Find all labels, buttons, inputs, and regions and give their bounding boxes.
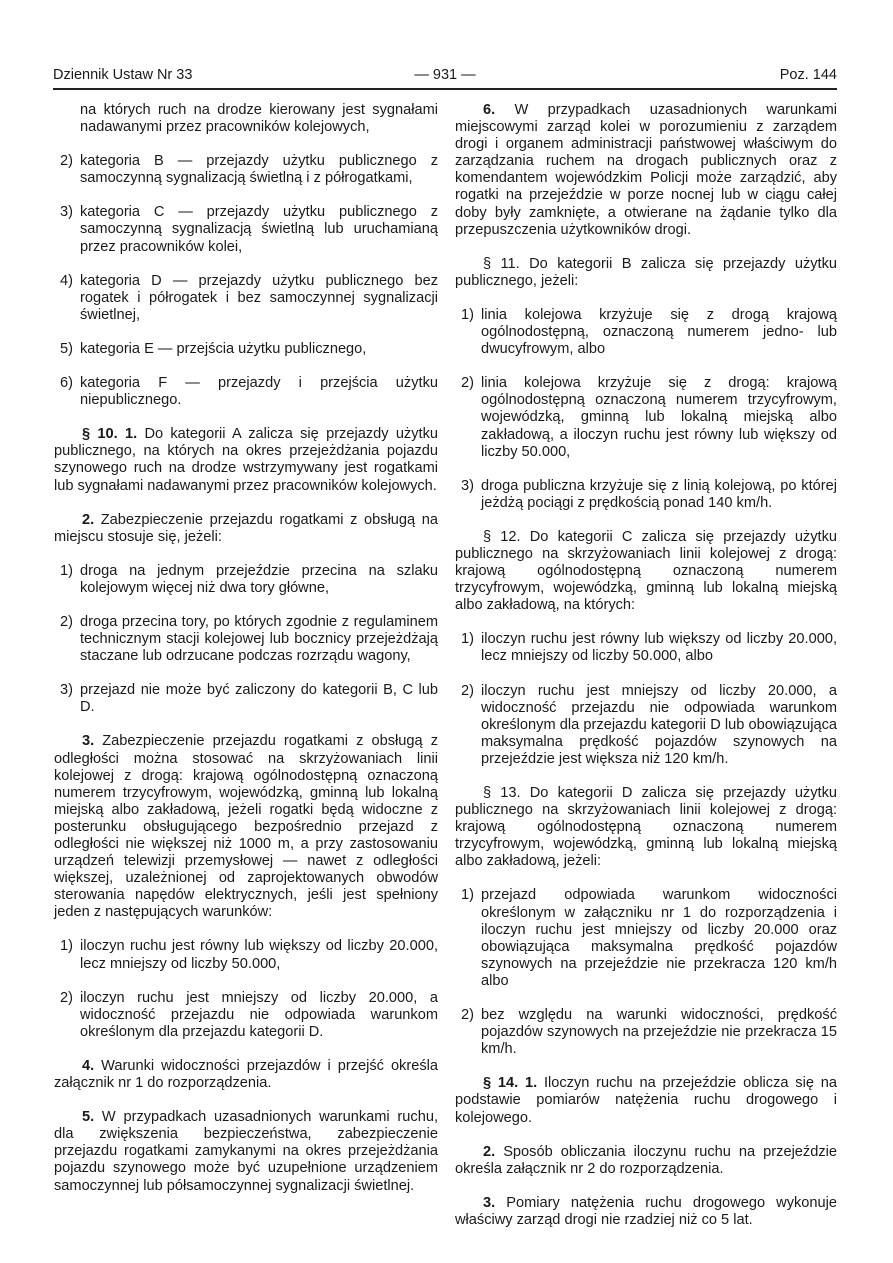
- list-item: [54, 614, 438, 665]
- item-number: 6): [60, 375, 73, 392]
- section-text: Do kategorii A zalicza się przejazdy użytku publicznego, na których na okres przejeżdżania pojazdu szynowego ruch na drodze wstrzymywany jest rogatkami lub sygnałami nadawanymi przez pracowników kolejowych.: [54, 426, 438, 494]
- item-text: kategoria E — przejścia użytku publicznego,: [80, 340, 367, 357]
- left-column: [54, 102, 438, 1212]
- item-number: 2): [60, 989, 73, 1006]
- item-text: droga na jednym przejeździe przecina na szlaku kolejowym więcej niż dwa tory główne,: [80, 562, 438, 596]
- section-text: Zabezpieczenie przejazdu rogatkami z obsługą z odległości można stosować na skrzyżowaniach linii kolejowej z drogą: krajową ogólnodostępną oznaczoną numerem trzycyfrowym, wojewódzką, gminną lub lokalną miejską albo zakładową, jeżeli rogatki będą widoczne z posterunku obsługującego bezpośrednio przejazd z odległości nie większej niż 1000 m, a przy zastosowaniu urządzeń telewizji przemysłowej — nawet z odległości większej, uzależnionej od zaprojektowanych obwodów sterowania napędów elektrycznych, jeśli jest spełniony jeden z następujących warunków:: [54, 733, 438, 921]
- item-number: 2): [461, 682, 474, 699]
- section-label: § 10. 1.: [82, 426, 138, 443]
- list-item: [54, 153, 438, 187]
- section-label: 6.: [483, 102, 496, 118]
- section-label: 4.: [82, 1057, 95, 1074]
- item-text: iloczyn ruchu jest mniejszy od liczby 20.000, a widoczność przejazdu nie odpowiada warunkom określonym dla przejazdu kategorii D.: [80, 989, 438, 1040]
- section-label: § 11.: [483, 255, 520, 272]
- section-label: 5.: [82, 1109, 95, 1126]
- right-column: [455, 102, 837, 1246]
- section-text: Do kategorii D zalicza się przejazdy użytku publicznego na skrzyżowaniach linii kolejowej z drogą: krajową ogólnodostępną oznaczoną numerem trzycyfrowym, wojewódzką, gminną lub lokalną miejską albo zakładową, jeżeli:: [455, 785, 837, 870]
- section-text: Do kategorii B zalicza się przejazdy użytku publicznego, jeżeli:: [455, 255, 838, 289]
- section-14-2: [455, 1144, 837, 1178]
- continued-paragraph: na których ruch na drodze kierowany jest sygnałami nadawanymi przez pracowników kolejowych,: [80, 102, 438, 136]
- section-10-3: [54, 733, 438, 921]
- section-text: Iloczyn ruchu na przejeździe oblicza się na podstawie pomiarów natężenia ruchu drogowego i kolejowego.: [455, 1075, 837, 1126]
- section-text: Do kategorii C zalicza się przejazdy użytku publicznego na skrzyżowaniach linii kolejowej z drogą: krajową ogólnodostępną oznaczoną numerem trzycyfrowym, wojewódzką, gminną lub lokalną miejską albo zakładową, na których:: [455, 528, 837, 614]
- section-label: § 13.: [483, 785, 521, 801]
- section-10-6: [455, 102, 837, 239]
- section-label: 3.: [483, 1194, 496, 1211]
- section-label: 3.: [82, 733, 95, 750]
- item-text: przejazd nie może być zaliczony do kategorii B, C lub D.: [80, 682, 438, 716]
- list-item: [455, 887, 837, 990]
- section-10-4: [54, 1058, 438, 1092]
- item-number: 1): [461, 887, 474, 904]
- item-text: kategoria F — przejazdy i przejścia użytku niepublicznego.: [80, 375, 438, 409]
- section-label: 2.: [483, 1143, 496, 1160]
- item-text: droga przecina tory, po których zgodnie z regulaminem technicznym stacji kolejowej lub bocznicy przejeżdżają staczane lub odrzucane podczas rozrządu wagony,: [80, 613, 438, 665]
- list-item: [54, 273, 438, 324]
- item-text: iloczyn ruchu jest równy lub większy od liczby 20.000, lecz mniejszy od liczby 50.000, albo: [481, 631, 837, 665]
- item-text: przejazd odpowiada warunkom widoczności określonym w załączniku nr 1 do rozporządzenia i iloczyn ruchu jest mniejszy od liczby 20.000 oraz obowiązująca maksymalna prędkość pojazdów szynowych na przejeździe nie przekracza 120 km/h albo: [481, 887, 837, 989]
- item-text: linia kolejowa krzyżuje się z drogą krajową ogólnodostępną, oznaczoną numerem jedno- lub dwucyfrowym, albo: [481, 306, 837, 358]
- item-number: 2): [461, 375, 474, 392]
- item-number: 4): [60, 272, 73, 289]
- list-item: [54, 341, 438, 358]
- item-text: bez względu na warunki widoczności, prędkość pojazdów szynowych na przejeździe nie przekracza 15 km/h.: [481, 1007, 837, 1058]
- item-number: 3): [461, 477, 474, 494]
- section-10-2: [54, 512, 438, 546]
- list-item: [455, 375, 837, 460]
- section-10-1: [54, 426, 438, 494]
- list-item: [455, 478, 837, 512]
- list-item: [455, 1007, 837, 1058]
- item-number: 1): [60, 938, 73, 955]
- section-text: Zabezpieczenie przejazdu rogatkami z obsługą na miejscu stosuje się, jeżeli:: [54, 511, 438, 545]
- list-item: [54, 375, 438, 409]
- item-text: iloczyn ruchu jest mniejszy od liczby 20.000, a widoczność przejazdu nie odpowiada warunkom określonym dla przejazdu kategorii D lub obowiązująca maksymalna prędkość pojazdów szynowych na przejeździe jest większa niż 120 km/h.: [481, 682, 837, 767]
- section-text: W przypadkach uzasadnionych warunkami ruchu, dla zwiększenia bezpieczeństwa, zabezpieczenie przejazdu rogatkami zamykanymi na okres przejeżdżania pojazdu szynowego może być uzupełnione urządzeniem samoczynnej lub półsamoczynnej sygnalizacji świetlnej.: [54, 1109, 438, 1194]
- section-label: 2.: [82, 511, 95, 528]
- section-label: § 12.: [483, 528, 521, 545]
- journal-title: Dziennik Ustaw Nr 33: [53, 67, 193, 83]
- section-10-5: [54, 1109, 438, 1194]
- section-14-1: [455, 1075, 837, 1126]
- section-13: [455, 785, 837, 870]
- list-item: [54, 938, 438, 972]
- item-number: 5): [60, 340, 73, 357]
- list-item: [54, 204, 438, 255]
- item-text: droga publiczna krzyżuje się z linią kolejową, po której jeżdżą pociągi z prędkością ponad 140 km/h.: [481, 477, 837, 511]
- section-text: Pomiary natężenia ruchu drogowego wykonuje właściwy zarząd drogi nie rzadziej niż co 5 lat.: [455, 1194, 837, 1228]
- section-label: § 14. 1.: [483, 1075, 538, 1092]
- page-header: [53, 64, 837, 86]
- section-text: Sposób obliczania iloczynu ruchu na przejeździe określa załącznik nr 2 do rozporządzenia.: [455, 1143, 837, 1177]
- section-text: Warunki widoczności przejazdów i przejść określa załącznik nr 1 do rozporządzenia.: [54, 1057, 438, 1092]
- item-text: kategoria C — przejazdy użytku publicznego z samoczynną sygnalizacją świetlną lub uruchamianą przez pracowników kolei,: [80, 204, 438, 255]
- list-item: [54, 563, 438, 597]
- position-number: Poz. 144: [779, 67, 837, 83]
- item-number: 3): [60, 682, 73, 699]
- list-item: [455, 631, 837, 665]
- item-number: 1): [461, 306, 474, 323]
- list-item: [54, 990, 438, 1041]
- item-number: 3): [60, 204, 73, 221]
- item-text: linia kolejowa krzyżuje się z drogą: krajową ogólnodostępną oznaczoną numerem trzycyfrowym, wojewódzką, gminną lub lokalną miejską albo zakładową, a iloczyn ruchu jest równy lub większy od liczby 50.000,: [481, 375, 837, 460]
- list-item: [455, 307, 837, 358]
- section-text: W przypadkach uzasadnionych warunkami miejscowymi zarząd kolei w porozumieniu z zarządem drogi i organem administracji państwowej właściwym do zarządzania ruchem na drogach publicznych oraz z komendantem wojewódzkim Policji może zarządzić, aby rogatki na przejeździe w porze nocnej lub w ciągu całej doby były zamknięte, a otwierane na żądanie tylko dla przepuszczenia użytkowników drogi.: [455, 102, 837, 238]
- item-text: iloczyn ruchu jest równy lub większy od liczby 20.000, lecz mniejszy od liczby 50.000,: [80, 938, 438, 972]
- item-text: kategoria D — przejazdy użytku publicznego bez rogatek i półrogatek i bez samoczynnej sygnalizacji świetlnej,: [80, 272, 438, 323]
- item-number: 1): [60, 562, 73, 579]
- list-item: [54, 682, 438, 716]
- item-number: 2): [461, 1007, 474, 1024]
- header-rule: [53, 88, 837, 90]
- list-item: [455, 683, 837, 768]
- item-text: kategoria B — przejazdy użytku publicznego z samoczynną sygnalizacją świetlną i z półrogatkami,: [80, 153, 438, 187]
- section-11: [455, 256, 837, 290]
- section-14-3: [455, 1195, 837, 1229]
- page-number: — 931 —: [414, 67, 476, 83]
- section-12: [455, 529, 837, 614]
- item-number: 2): [60, 153, 73, 170]
- item-number: 1): [461, 631, 474, 648]
- item-number: 2): [60, 613, 73, 630]
